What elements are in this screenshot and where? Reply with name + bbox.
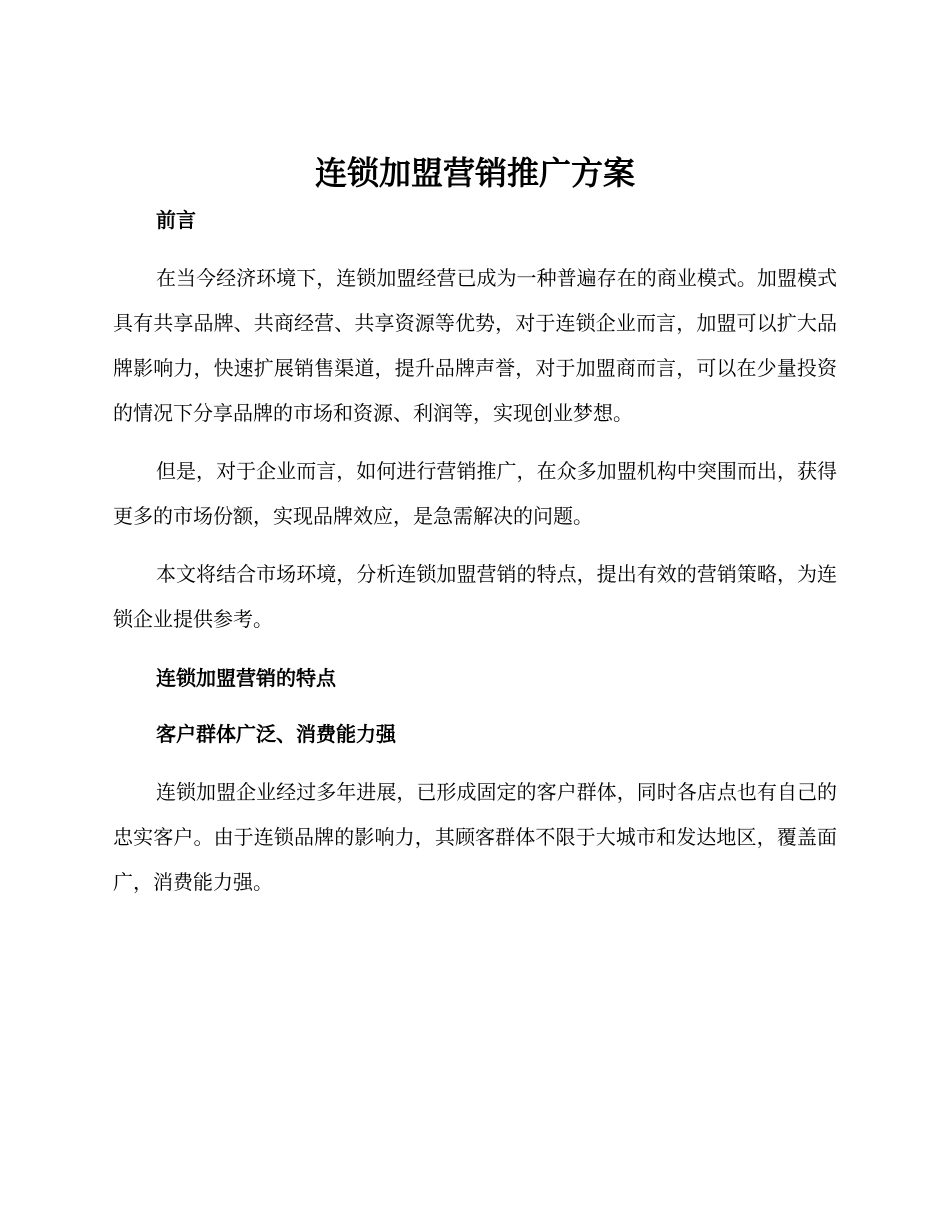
subsection-heading-customers: 客户群体广泛、消费能力强	[156, 722, 396, 746]
section-heading-features: 连锁加盟营销的特点	[156, 666, 336, 690]
preface-paragraph-2: 但是，对于企业而言，如何进行营销推广，在众多加盟机构中突围而出，获得更多的市场份额，实现品牌效应，是急需解决的问题。	[113, 459, 837, 528]
document-page	[113, 150, 837, 905]
preface-heading: 前言	[156, 208, 196, 232]
preface-paragraph-3: 本文将结合市场环境，分析连锁加盟营销的特点，提出有效的营销策略，为连锁企业提供参考。	[113, 562, 837, 631]
customers-paragraph: 连锁加盟企业经过多年进展，已形成固定的客户群体，同时各店点也有自己的忠实客户。由于连锁品牌的影响力，其顾客群体不限于大城市和发达地区，覆盖面广，消费能力强。	[113, 780, 837, 894]
preface-paragraph-1: 在当今经济环境下，连锁加盟经营已成为一种普遍存在的商业模式。加盟模式具有共享品牌、共商经营、共享资源等优势，对于连锁企业而言，加盟可以扩大品牌影响力，快速扩展销售渠道，提升品牌声誉，对于加盟商而言，可以在少量投资的情况下分享品牌的市场和资源、利润等，实现创业梦想。	[113, 266, 837, 425]
document-title: 连锁加盟营销推广方案	[314, 154, 635, 192]
